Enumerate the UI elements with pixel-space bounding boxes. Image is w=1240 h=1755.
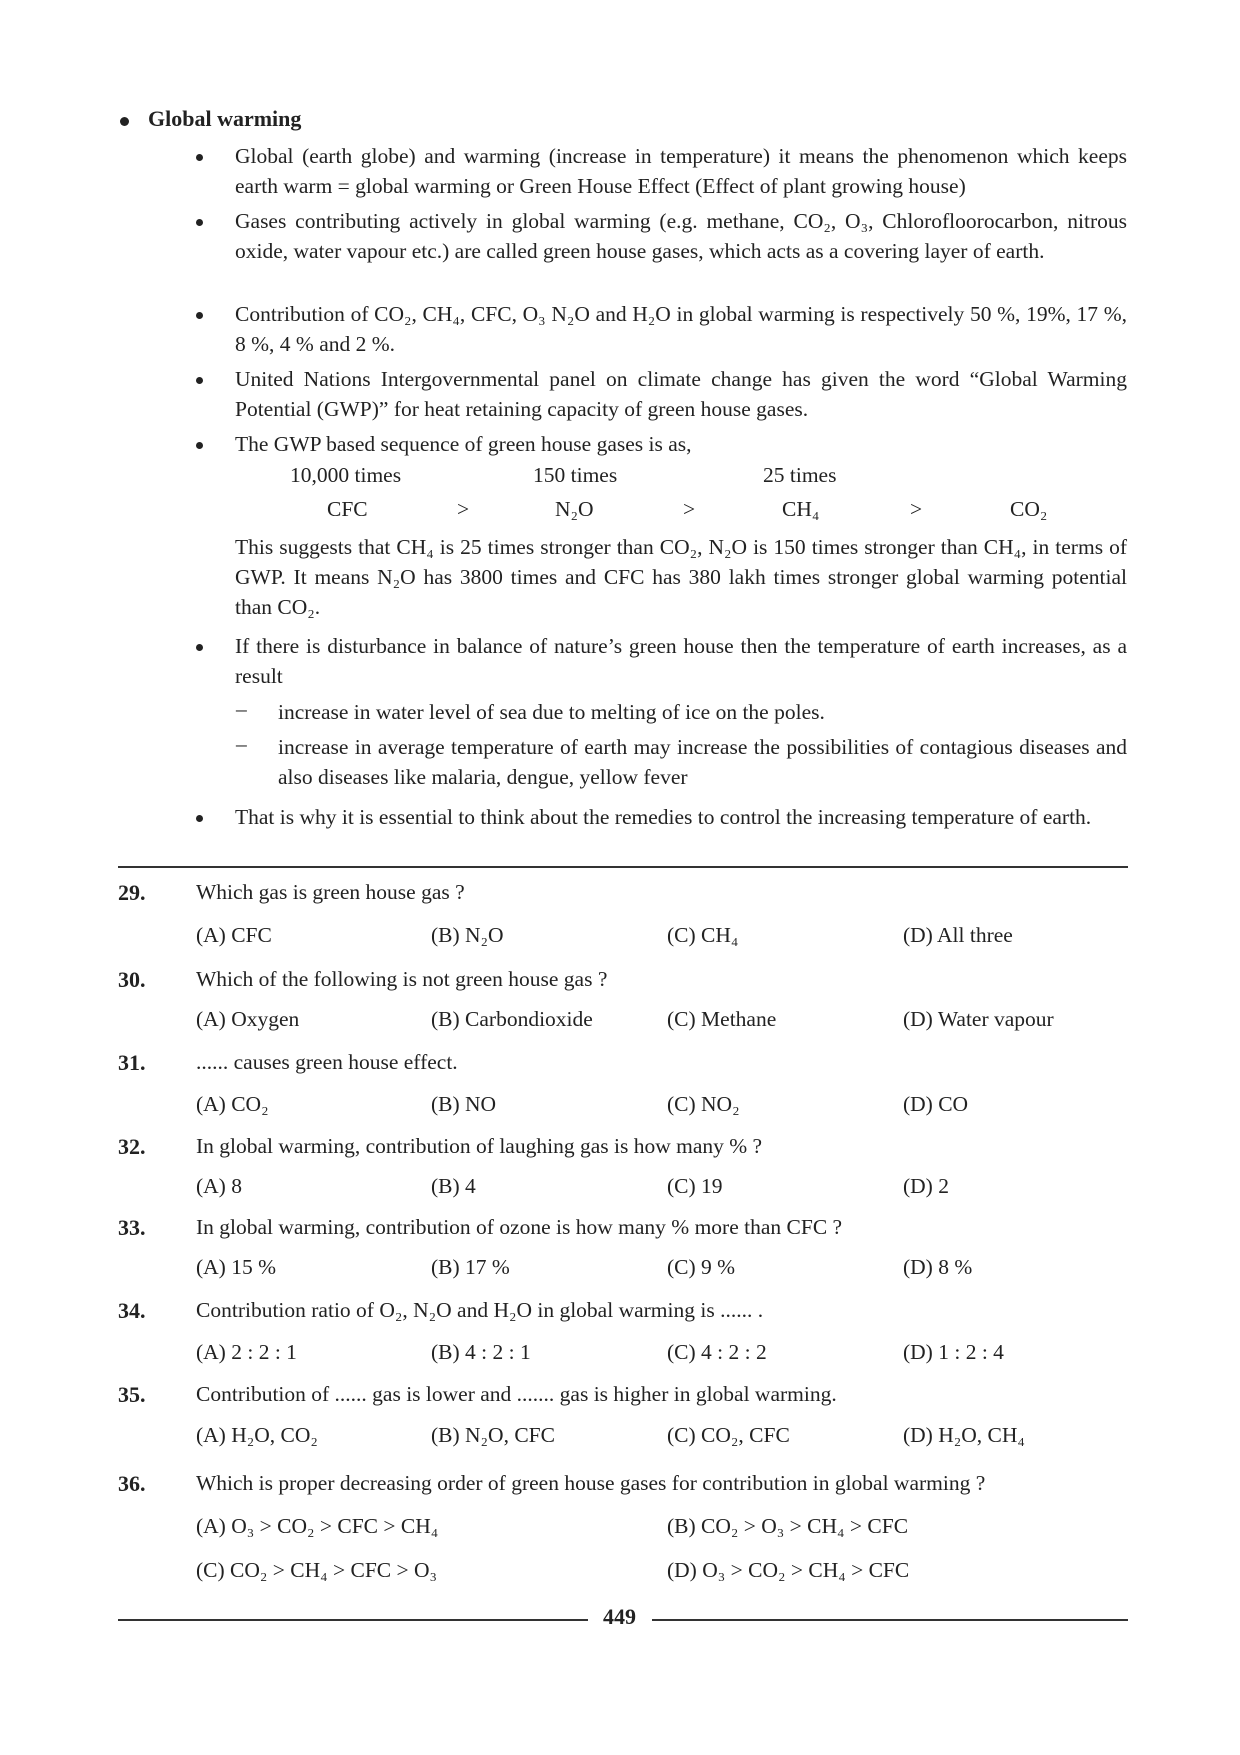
- option-a: (A) 15 %: [196, 1255, 277, 1279]
- page-number: 449: [603, 1604, 636, 1629]
- option-a: (A) CFC: [196, 923, 272, 947]
- gwp-greater-sign: >: [910, 497, 923, 521]
- bullet-dot: [196, 442, 203, 449]
- bullet-text-3: Contribution of CO₂, CH₄, CFC, O₃ N₂O and H₂O in global warming is respectively 50 %, 19%, 17 %, 8 %, 4 % and 2 %.: [235, 302, 1127, 356]
- option-c: (C) 9 %: [667, 1255, 736, 1279]
- option-a: (A) Oxygen: [196, 1007, 300, 1031]
- question-text: Which of the following is not green house gas ?: [196, 967, 608, 991]
- bullet-dot: [196, 644, 203, 651]
- option-a: (A) CO₂: [196, 1092, 269, 1116]
- question-number: 32.: [118, 1134, 146, 1159]
- option-c: (C) NO₂: [667, 1092, 740, 1116]
- option-b: (B) 4: [431, 1174, 476, 1198]
- option-d: (D) CO: [903, 1092, 969, 1116]
- question-text: ...... causes green house effect.: [196, 1050, 458, 1074]
- section-divider: [118, 866, 1128, 868]
- dash-mark: –: [236, 697, 247, 721]
- option-c: (C) CO₂ > CH₄ > CFC > O₃: [196, 1558, 438, 1582]
- gwp-times-cfc: 10,000 times: [290, 463, 402, 487]
- option-b: (B) NO: [431, 1092, 497, 1116]
- section-title: Global warming: [148, 106, 302, 131]
- gwp-explanation: This suggests that CH₄ is 25 times stronger than CO₂, N₂O is 150 times stronger than CH₄, in terms of GWP. It means N₂O has 3800 times and CFC has 380 lakh times stronger global warming potential than CO₂.: [235, 535, 1127, 619]
- question-number: 31.: [118, 1050, 146, 1075]
- question-number: 36.: [118, 1471, 146, 1496]
- option-d: (D) 2: [903, 1174, 949, 1198]
- option-c: (C) CH₄: [667, 923, 739, 947]
- option-d: (D) H₂O, CH₄: [903, 1423, 1025, 1447]
- option-c: (C) 19: [667, 1174, 723, 1198]
- option-a: (A) H₂O, CO₂: [196, 1423, 318, 1447]
- gwp-gas-n2o: N₂O: [555, 497, 594, 521]
- footer-rule-right: [652, 1619, 1128, 1621]
- bullet-dot: [196, 312, 203, 319]
- question-text: Which is proper decreasing order of green house gases for contribution in global warming ?: [196, 1471, 986, 1495]
- effect-item-1: increase in water level of sea due to melting of ice on the poles.: [278, 700, 825, 724]
- question-number: 34.: [118, 1298, 146, 1323]
- gwp-gas-cfc: CFC: [327, 497, 368, 521]
- question-text: Contribution ratio of O₂, N₂O and H₂O in global warming is ...... .: [196, 1298, 764, 1322]
- question-number: 35.: [118, 1382, 146, 1407]
- question-number: 29.: [118, 880, 146, 905]
- question-text: In global warming, contribution of laughing gas is how many % ?: [196, 1134, 763, 1158]
- bullet-dot: [196, 154, 203, 161]
- option-d: (D) Water vapour: [903, 1007, 1054, 1031]
- gwp-gas-co2: CO₂: [1010, 497, 1048, 521]
- section-heading: [120, 106, 301, 132]
- bullet-text-2: Gases contributing actively in global warming (e.g. methane, CO₂, O₃, Chlorofloorocarbon, nitrous oxide, water vapour etc.) are called green house gases, which acts as a covering layer of earth.: [235, 209, 1127, 263]
- option-a: (A) 8: [196, 1174, 242, 1198]
- bullet-dot: [196, 815, 203, 822]
- bullet-dot: [120, 117, 129, 126]
- bullet-text-1: Global (earth globe) and warming (increase in temperature) it means the phenomenon which keeps earth warm = global warming or Green House Effect (Effect of plant growing house): [235, 144, 1127, 198]
- question-text: Which gas is green house gas ?: [196, 880, 465, 904]
- option-d: (D) 1 : 2 : 4: [903, 1340, 1004, 1364]
- gwp-gas-ch4: CH₄: [782, 497, 820, 521]
- option-d: (D) O₃ > CO₂ > CH₄ > CFC: [667, 1558, 910, 1582]
- option-a: (A) O₃ > CO₂ > CFC > CH₄: [196, 1514, 439, 1538]
- bullet-dot: [196, 219, 203, 226]
- option-a: (A) 2 : 2 : 1: [196, 1340, 297, 1364]
- option-c: (C) 4 : 2 : 2: [667, 1340, 767, 1364]
- question-number: 33.: [118, 1215, 146, 1240]
- option-d: (D) All three: [903, 923, 1013, 947]
- option-b: (B) Carbondioxide: [431, 1007, 593, 1031]
- footer-rule-left: [118, 1619, 588, 1621]
- gwp-times-n2o: 150 times: [533, 463, 618, 487]
- effect-item-2: increase in average temperature of earth may increase the possibilities of contagious diseases and also diseases like malaria, dengue, yellow fever: [278, 735, 1127, 789]
- disturbance-bullet: If there is disturbance in balance of nature’s green house then the temperature of earth increases, as a result: [235, 634, 1127, 688]
- remedy-bullet: That is why it is essential to think about the remedies to control the increasing temperature of earth.: [235, 805, 1092, 829]
- question-number: 30.: [118, 967, 146, 992]
- gwp-greater-sign: >: [457, 497, 470, 521]
- gwp-greater-sign: >: [683, 497, 696, 521]
- bullet-dot: [196, 377, 203, 384]
- option-b: (B) 17 %: [431, 1255, 510, 1279]
- option-c: (C) Methane: [667, 1007, 777, 1031]
- option-c: (C) CO₂, CFC: [667, 1423, 790, 1447]
- option-d: (D) 8 %: [903, 1255, 973, 1279]
- gwp-times-ch4: 25 times: [763, 463, 837, 487]
- dash-mark: –: [236, 732, 247, 756]
- option-b: (B) CO₂ > O₃ > CH₄ > CFC: [667, 1514, 909, 1538]
- option-b: (B) 4 : 2 : 1: [431, 1340, 531, 1364]
- question-text: In global warming, contribution of ozone is how many % more than CFC ?: [196, 1215, 843, 1239]
- question-text: Contribution of ...... gas is lower and ....... gas is higher in global warming.: [196, 1382, 837, 1406]
- bullet-text-5: The GWP based sequence of green house gases is as,: [235, 432, 692, 456]
- option-b: (B) N₂O, CFC: [431, 1423, 555, 1447]
- option-b: (B) N₂O: [431, 923, 504, 947]
- bullet-text-4: United Nations Intergovernmental panel on climate change has given the word “Global Warming Potential (GWP)” for heat retaining capacity of green house gases.: [235, 367, 1127, 421]
